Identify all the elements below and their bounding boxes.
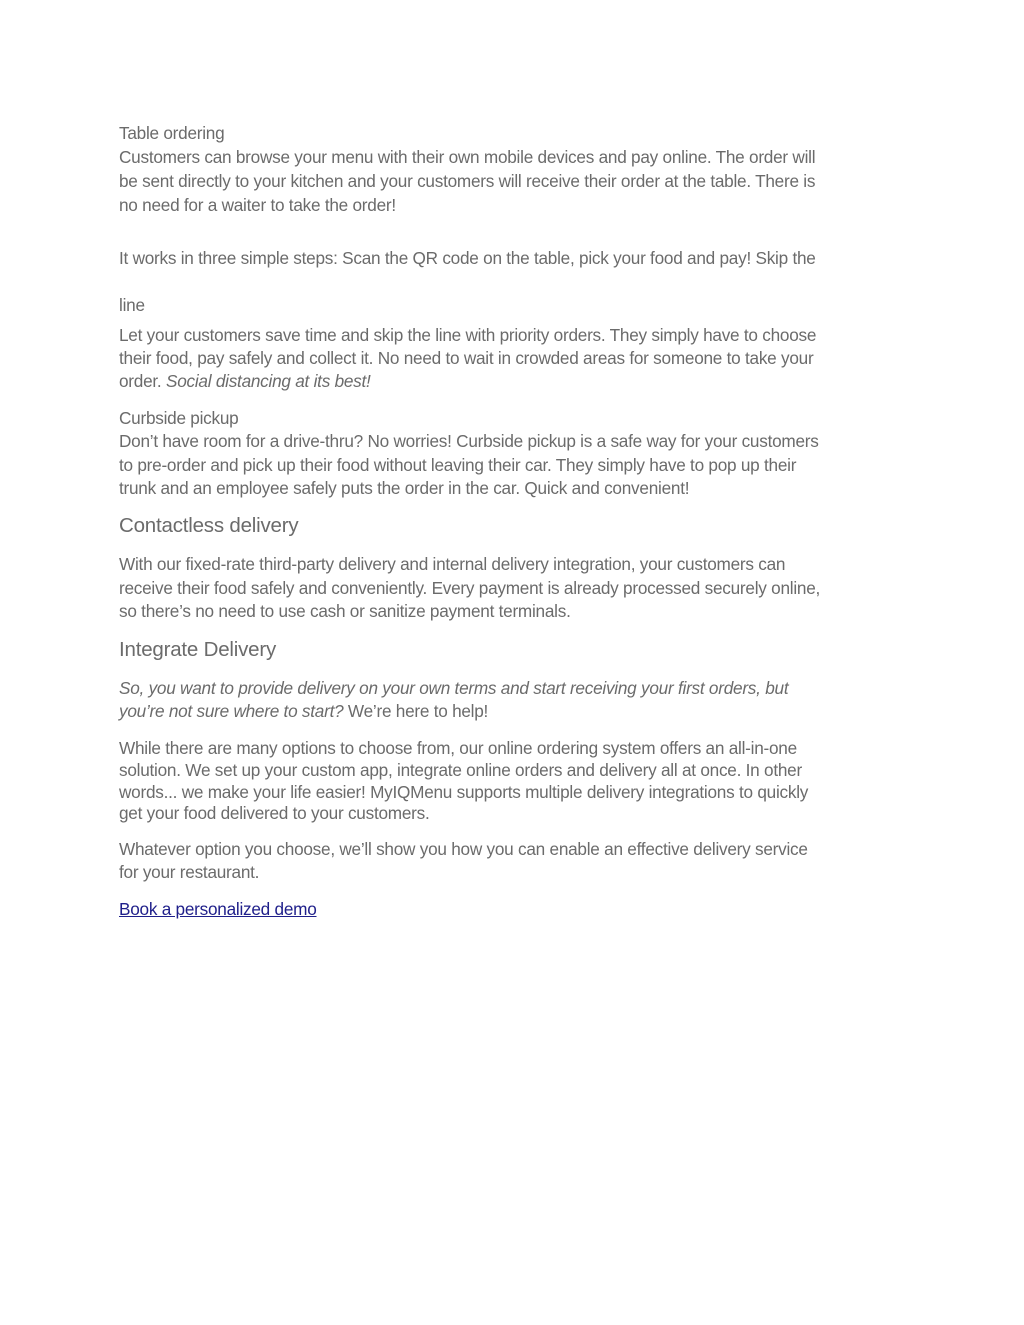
integrate-intro-line: So, you want to provide delivery on your own terms and start receiving your first orders, but: [119, 678, 789, 698]
contactless-heading: Contactless delivery: [119, 514, 299, 537]
contactless-line: receive their food safely and conveniently. Every payment is already processed securely online,: [119, 578, 821, 598]
integrate-para1-line: words... we make your life easier! MyIQMenu supports multiple delivery integrations to quickly: [119, 782, 809, 802]
integrate-intro-help: We’re here to help!: [343, 701, 489, 721]
skip-line-last-line: [119, 370, 371, 394]
table-ordering-title: Table ordering: [119, 123, 225, 143]
integrate-heading: Integrate Delivery: [119, 638, 277, 661]
contactless-line: With our fixed-rate third-party delivery and internal delivery integration, your customers can: [119, 554, 786, 574]
table-ordering-line: be sent directly to your kitchen and your customers will receive their order at the table. There is: [119, 171, 816, 191]
book-demo-link[interactable]: Book a personalized demo: [119, 899, 317, 919]
table-ordering-line: Customers can browse your menu with their own mobile devices and pay online. The order will: [119, 147, 816, 167]
integrate-para2-line: for your restaurant.: [119, 862, 260, 882]
steps-line: It works in three simple steps: Scan the QR code on the table, pick your food and pay! Skip the: [119, 248, 816, 268]
skip-line-title: line: [119, 295, 145, 315]
social-distancing-emphasis: Social distancing at its best!: [165, 371, 371, 391]
curbside-line: trunk and an employee safely puts the order in the car. Quick and convenient!: [119, 478, 690, 498]
contactless-line: so there’s no need to use cash or sanitize payment terminals.: [119, 601, 571, 621]
skip-line-line: their food, pay safely and collect it. No need to wait in crowded areas for someone to take your: [119, 348, 814, 368]
integrate-intro-last-line: [119, 700, 488, 724]
table-ordering-line: no need for a waiter to take the order!: [119, 195, 396, 215]
curbside-title: Curbside pickup: [119, 408, 239, 428]
curbside-line: to pre-order and pick up their food without leaving their car. They simply have to pop up their: [119, 455, 797, 475]
integrate-para1-line: While there are many options to choose from, our online ordering system offers an all-in-one: [119, 738, 797, 758]
skip-line-line: Let your customers save time and skip the line with priority orders. They simply have to choose: [119, 325, 817, 345]
integrate-para2-line: Whatever option you choose, we’ll show you how you can enable an effective delivery service: [119, 839, 808, 859]
curbside-line: Don’t have room for a drive-thru? No worries! Curbside pickup is a safe way for your customers: [119, 431, 819, 451]
integrate-intro-italic: you’re not sure where to start?: [119, 701, 344, 721]
skip-line-prefix: order.: [119, 371, 166, 391]
integrate-para1-line: get your food delivered to your customers.: [119, 803, 430, 823]
integrate-para1-line: solution. We set up your custom app, integrate online orders and delivery all at once. In other: [119, 760, 802, 780]
